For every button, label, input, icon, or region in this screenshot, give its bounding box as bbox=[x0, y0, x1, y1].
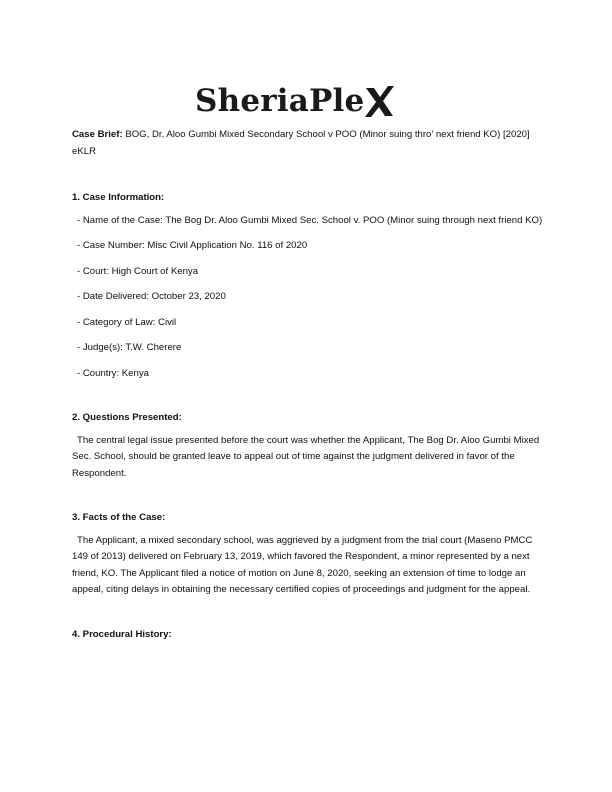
case-info-item-court: - Court: High Court of Kenya bbox=[77, 265, 199, 277]
logo-text: SheriaPle bbox=[195, 83, 365, 119]
case-info-item-date: - Date Delivered: October 23, 2020 bbox=[77, 291, 226, 302]
case-brief-label: Case Brief: bbox=[72, 129, 123, 140]
questions-presented-text: The central legal issue presented before the court was whether the Applicant, The Bog Dr. Aloo Gumbi Mixed Sec. School, should be granted leave to appeal out of time against the judgment delivered in favor of the Respondent. bbox=[72, 434, 540, 479]
document-body bbox=[72, 127, 547, 643]
facts-text: The Applicant, a mixed secondary school, was aggrieved by a judgment from the trial court (Maseno PMCC 149 of 2013) delivered on February 13, 2019, which favored the Respondent, a minor represented by a next friend, KO. The Applicant filed a notice of motion on June 8, 2020, seeking an extension of time to lodge an appeal, citing delays in obtaining the necessary certified copies of proceedings and judgment for the appeal. bbox=[72, 534, 533, 595]
case-brief-text: BOG, Dr. Aloo Gumbi Mixed Secondary School v POO (Minor suing thro’ next friend KO) [2020] eKLR bbox=[72, 129, 530, 157]
case-brief bbox=[72, 127, 547, 160]
section-title-procedural-history: 4. Procedural History: bbox=[72, 628, 172, 640]
section-title-case-information: 1. Case Information: bbox=[72, 192, 165, 203]
section-title-facts: 3. Facts of the Case: bbox=[72, 512, 166, 523]
case-info-item-name: - Name of the Case: The Bog Dr. Aloo Gumbi Mixed Sec. School v. POO (Minor suing through next friend KO) bbox=[77, 214, 543, 226]
sheriaplex-logo bbox=[195, 78, 420, 118]
case-info-item-number: - Case Number: Misc Civil Application No. 116 of 2020 bbox=[77, 240, 308, 251]
case-info-item-category: - Category of Law: Civil bbox=[77, 316, 177, 328]
section-title-questions-presented: 2. Questions Presented: bbox=[72, 412, 182, 423]
case-info-item-country: - Country: Kenya bbox=[77, 367, 149, 379]
case-info-item-judges: - Judge(s): T.W. Cherere bbox=[77, 342, 182, 353]
logo-x-mark-icon bbox=[365, 84, 395, 118]
